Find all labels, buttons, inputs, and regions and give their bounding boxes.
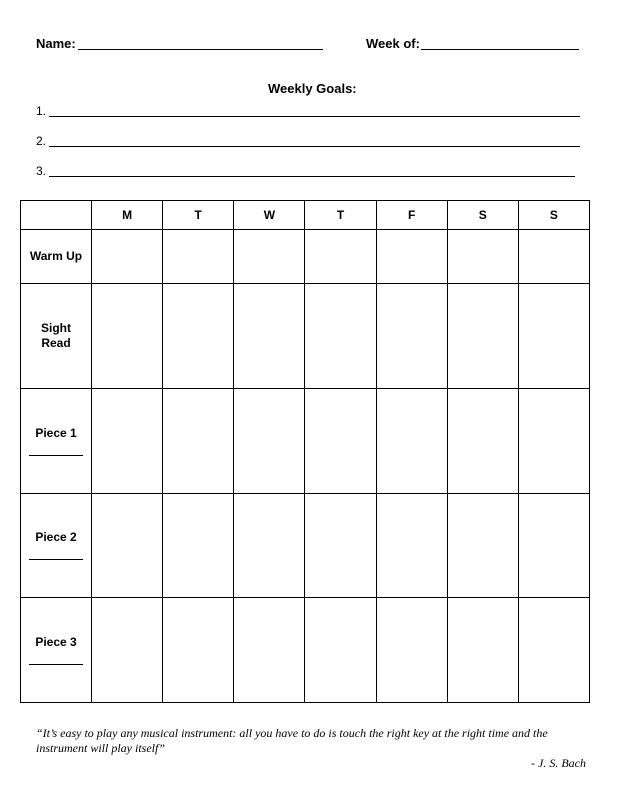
entry-cell[interactable] xyxy=(447,493,518,598)
table-header-row xyxy=(21,201,590,230)
entry-cell[interactable] xyxy=(163,388,234,493)
entry-cell[interactable] xyxy=(447,284,518,389)
row-label-piece-2 xyxy=(21,493,92,598)
entry-cell[interactable] xyxy=(376,230,447,284)
goal-1-number: 1. xyxy=(36,104,47,118)
entry-cell[interactable] xyxy=(376,493,447,598)
entry-cell[interactable] xyxy=(234,493,305,598)
entry-cell[interactable] xyxy=(234,598,305,703)
entry-cell[interactable] xyxy=(376,598,447,703)
piece-name-line[interactable] xyxy=(29,664,83,665)
entry-cell[interactable] xyxy=(305,598,376,703)
piece-name-line[interactable] xyxy=(29,559,83,560)
entry-cell[interactable] xyxy=(305,284,376,389)
entry-cell[interactable] xyxy=(305,230,376,284)
entry-cell[interactable] xyxy=(376,388,447,493)
day-header-sat: S xyxy=(447,201,518,230)
row-label-text: Sight xyxy=(41,320,71,335)
piece-name-line[interactable] xyxy=(29,455,83,456)
entry-cell[interactable] xyxy=(92,284,163,389)
week-of-field-line[interactable] xyxy=(421,49,579,50)
table-row xyxy=(21,493,590,598)
entry-cell[interactable] xyxy=(92,493,163,598)
corner-cell xyxy=(21,201,92,230)
quote-author: - J. S. Bach xyxy=(531,756,586,770)
entry-cell[interactable] xyxy=(518,598,589,703)
entry-cell[interactable] xyxy=(518,493,589,598)
day-header-fri: F xyxy=(376,201,447,230)
entry-cell[interactable] xyxy=(163,598,234,703)
entry-cell[interactable] xyxy=(234,388,305,493)
entry-cell[interactable] xyxy=(234,230,305,284)
row-label-piece-1 xyxy=(21,388,92,493)
row-label-piece-3 xyxy=(21,598,92,703)
entry-cell[interactable] xyxy=(376,284,447,389)
day-header-thu: T xyxy=(305,201,376,230)
entry-cell[interactable] xyxy=(163,493,234,598)
entry-cell[interactable] xyxy=(447,230,518,284)
row-label-warm-up xyxy=(21,230,92,284)
entry-cell[interactable] xyxy=(447,388,518,493)
name-field-line[interactable] xyxy=(78,49,323,50)
entry-cell[interactable] xyxy=(305,493,376,598)
row-label-text: Piece 3 xyxy=(35,635,77,650)
weekly-goals-title: Weekly Goals: xyxy=(268,81,357,96)
row-label-text-2: Read xyxy=(41,335,71,350)
entry-cell[interactable] xyxy=(234,284,305,389)
goal-2-line[interactable] xyxy=(49,146,580,147)
goal-2-number: 2. xyxy=(36,134,47,148)
day-header-sun: S xyxy=(518,201,589,230)
entry-cell[interactable] xyxy=(305,388,376,493)
entry-cell[interactable] xyxy=(518,230,589,284)
goal-1-line[interactable] xyxy=(49,116,580,117)
entry-cell[interactable] xyxy=(92,598,163,703)
entry-cell[interactable] xyxy=(92,230,163,284)
entry-cell[interactable] xyxy=(163,284,234,389)
entry-cell[interactable] xyxy=(518,284,589,389)
practice-log-table xyxy=(20,200,590,703)
entry-cell[interactable] xyxy=(447,598,518,703)
day-header-tue: T xyxy=(163,201,234,230)
table-row xyxy=(21,230,590,284)
quote-text: “It’s easy to play any musical instrument: all you have to do is touch the right key at the right time and the instrument will play itself” xyxy=(36,726,548,755)
table-row xyxy=(21,388,590,493)
row-label-text: Warm Up xyxy=(29,249,83,264)
name-label: Name: xyxy=(36,36,76,51)
row-label-text: Piece 1 xyxy=(35,425,77,440)
row-label-sight-read xyxy=(21,284,92,389)
goal-3-number: 3. xyxy=(36,164,47,178)
entry-cell[interactable] xyxy=(518,388,589,493)
table-row xyxy=(21,284,590,389)
day-header-mon: M xyxy=(92,201,163,230)
goal-3-line[interactable] xyxy=(49,176,575,177)
day-header-wed: W xyxy=(234,201,305,230)
table-row xyxy=(21,598,590,703)
row-label-text: Piece 2 xyxy=(35,530,77,545)
entry-cell[interactable] xyxy=(92,388,163,493)
entry-cell[interactable] xyxy=(163,230,234,284)
week-of-label: Week of: xyxy=(366,36,420,51)
